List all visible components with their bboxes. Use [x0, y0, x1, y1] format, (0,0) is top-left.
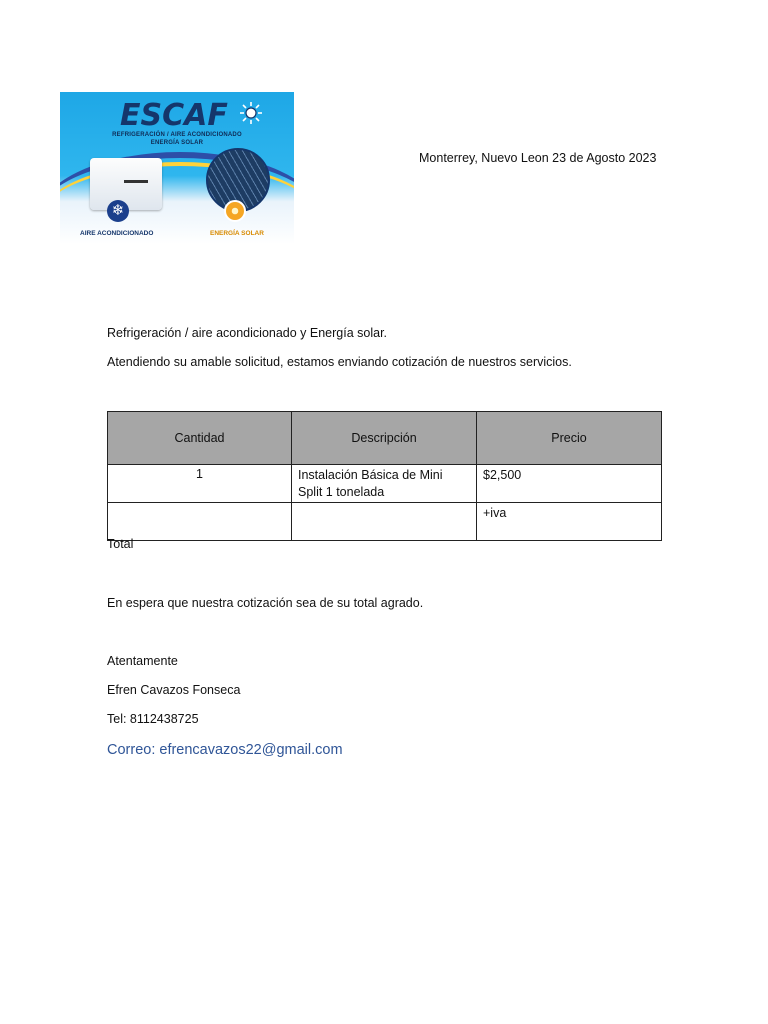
- table-header-precio: Precio: [477, 412, 662, 465]
- table-row: [108, 465, 662, 503]
- logo-tagline-2: ENERGÍA SOLAR: [150, 140, 204, 146]
- quote-table: [107, 411, 662, 541]
- table-cell-cantidad: 1: [108, 465, 292, 503]
- table-cell-descripcion: Instalación Básica de Mini Split 1 tonelada: [292, 465, 477, 503]
- total-label: Total: [107, 537, 134, 551]
- snowflake-icon: ❄: [107, 200, 129, 222]
- sun-icon: [239, 101, 263, 125]
- air-conditioner-image: [90, 158, 162, 210]
- logo-tagline-1: REFRIGERACIÓN / AIRE ACONDICIONADO: [112, 132, 242, 138]
- table-cell-precio: +iva: [477, 503, 662, 541]
- request-line: Atendiendo su amable solicitud, estamos enviando cotización de nuestros servicios.: [107, 355, 572, 369]
- table-header-descripcion: Descripción: [292, 412, 477, 465]
- email-address[interactable]: Correo: efrencavazos22@gmail.com: [107, 742, 343, 758]
- intro-line: Refrigeración / aire acondicionado y Energía solar.: [107, 326, 388, 340]
- table-row: [108, 503, 662, 541]
- sun-icon: [224, 200, 246, 222]
- logo-brand-text: ESCAF: [120, 98, 228, 133]
- closing-note: En espera que nuestra cotización sea de su total agrado.: [107, 596, 424, 610]
- logo-caption-right: ENERGÍA SOLAR: [210, 230, 264, 237]
- signer-name: Efren Cavazos Fonseca: [107, 683, 241, 697]
- table-cell-cantidad: [108, 503, 292, 541]
- logo-caption-left: AIRE ACONDICIONADO: [80, 230, 154, 237]
- salutation: Atentamente: [107, 654, 178, 668]
- phone-number: Tel: 8112438725: [107, 712, 199, 726]
- place-date: Monterrey, Nuevo Leon 23 de Agosto 2023: [419, 151, 657, 165]
- table-cell-descripcion: [292, 503, 477, 541]
- table-cell-precio: $2,500: [477, 465, 662, 503]
- table-header-row: [108, 412, 662, 465]
- table-header-cantidad: Cantidad: [108, 412, 292, 465]
- company-logo: [60, 92, 294, 244]
